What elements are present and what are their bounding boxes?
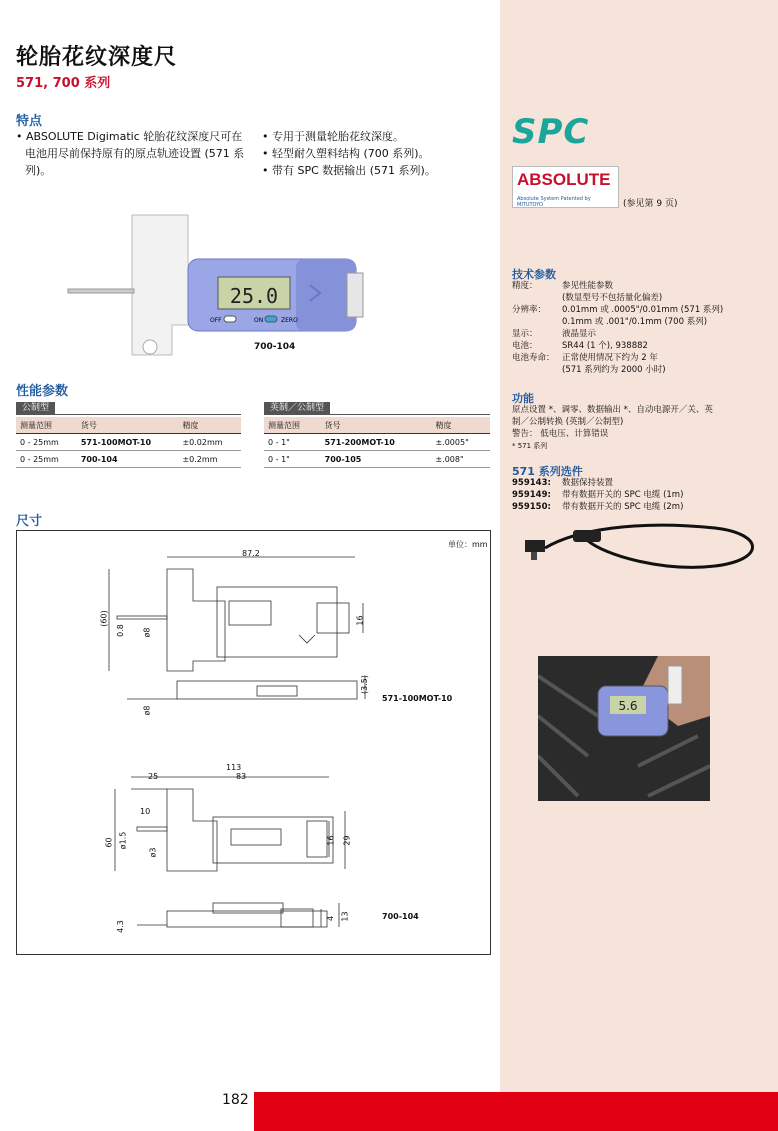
option-desc: 带有数据开关的 SPC 电缆 (2m) [562,502,684,512]
features-heading: 特点 [16,114,43,129]
cell-range: 0 - 25mm [16,434,77,451]
dim-phi-3: ø3 [148,847,158,858]
dim-87-2: 87.2 [242,549,260,558]
option-desc: 带有数据开关的 SPC 电缆 (1m) [562,490,684,500]
feature-item: • 轻型耐久塑料结构 (700 系列)。 [262,147,430,160]
spec-value: (数显型号不包括量化偏差) [562,293,663,303]
function-line: 原点设置 *、调零、数据输出 *、自动电源开／关、英 [512,405,713,415]
absolute-reference: (参见第 9 页) [623,199,678,209]
dim-83: 83 [236,772,247,781]
tech-spec-list [512,280,772,376]
spec-key: 显示： [512,329,538,339]
off-label: OFF [210,317,222,324]
cell-code: 700-105 [321,451,432,468]
function-list [512,404,774,452]
absolute-logo [512,166,619,208]
spc-logo: SPC [512,112,590,152]
dim-phi-8: ø8 [142,627,152,638]
dim-3-5: (3.5) [359,675,369,694]
dim-16: 16 [355,615,365,626]
tire-photo [538,656,710,801]
cell-range: 0 - 1" [264,451,321,468]
header-accuracy: 精度 [431,417,490,434]
dim-phi-8-side: ø8 [142,705,152,716]
spec-value: 0.1mm 或 .001"/0.1mm (700 系列) [562,317,708,327]
options-list [512,477,774,513]
option-code: 959150: [512,502,551,512]
options-heading: 571 系列选件 [512,465,583,478]
metric-table [16,417,241,468]
header-accuracy: 精度 [178,417,241,434]
page-number: 182 [222,1092,249,1108]
option-code: 959143: [512,478,551,488]
dim-60-b: 60 [104,837,114,848]
dimension-drawings [17,531,490,954]
imperial-tag-rule [264,414,490,415]
tech-heading: 技术参数 [512,268,556,281]
dim-16-b: 16 [326,835,336,846]
header-code: 货号 [77,417,179,434]
spec-value: SR44 (1 个), 938882 [562,341,648,351]
footer-bar [254,1092,778,1131]
photo-caption: 700-104 [254,342,296,352]
dimensions-heading: 尺寸 [16,514,43,529]
spec-value: (571 系列约为 2000 小时) [562,365,666,375]
cell-code: 700-104 [77,451,179,468]
function-line: 制／公制转换 (英制／公制型) [512,417,624,427]
unit-label: 单位：mm [448,540,488,549]
function-heading: 功能 [512,392,534,405]
dim-10: 10 [140,807,151,816]
option-code: 959149: [512,490,551,500]
dim-4: 4 [326,915,336,922]
metric-tag: 公制型 [16,402,55,414]
absolute-logo-subtext: Absolute System Patented by MITUTOYO [517,196,591,208]
features-col2 [262,128,492,179]
spec-value: 液晶显示 [562,329,597,339]
photo-lcd: 5.6 [618,699,638,713]
table-row [16,434,241,451]
cell-accuracy: ±0.2mm [178,451,241,468]
dim-4-3: 4.3 [115,920,125,933]
option-desc: 数据保持装置 [562,478,614,488]
model-700: 700-104 [382,912,419,921]
header-range: 测量范围 [16,417,77,434]
performance-heading: 性能参数 [16,384,69,399]
dim-25: 25 [148,772,159,781]
page-title: 轮胎花纹深度尺 [16,45,178,70]
function-line: 警告： 低电压、计算错误 [512,429,609,439]
function-footnote: * 571 系列 [512,442,548,450]
imperial-table [264,417,490,468]
features-col1 [16,128,246,179]
on-label: ON [254,317,264,324]
header-code: 货号 [321,417,432,434]
zero-label: ZERO [281,317,298,324]
cell-accuracy: ±.008" [431,451,490,468]
spc-cable-illustration [515,510,770,590]
off-button [224,316,236,322]
cell-range: 0 - 1" [264,434,321,451]
dim-113: 113 [226,763,242,772]
feature-item: • 带有 SPC 数据输出 (571 系列)。 [262,164,436,177]
cell-code: 571-100MOT-10 [77,434,179,451]
cell-accuracy: ±.0005" [431,434,490,451]
spec-key: 精度： [512,281,538,291]
table-row [264,451,490,468]
dim-60: (60) [99,610,109,627]
spec-key: 电池： [512,341,538,351]
spec-value: 参见性能参数 [562,281,614,291]
spec-value: 0.01mm 或 .0005"/0.01mm (571 系列) [562,305,724,315]
header-range: 测量范围 [264,417,321,434]
spec-value: 正常使用情况下约为 2 年 [562,353,658,363]
cell-range: 0 - 25mm [16,451,77,468]
product-photo [60,205,380,365]
lcd-reading: 25.0 [229,284,279,308]
absolute-logo-text: ABSOLUTE [517,170,611,189]
page-subtitle: 571, 700 系列 [16,76,111,91]
table-row [264,434,490,451]
spec-key: 分辨率： [512,305,547,315]
feature-item: • 专用于测量轮胎花纹深度。 [262,130,404,143]
dim-phi-1-5: ø1.5 [118,831,128,850]
cell-accuracy: ±0.02mm [178,434,241,451]
dim-29: 29 [342,835,352,846]
spec-key [512,316,562,328]
metric-tag-rule [16,414,241,415]
spec-key [512,292,562,304]
dimension-drawing-box [16,530,491,955]
dim-0-8: 0.8 [115,624,125,637]
spec-key: 电池寿命： [512,353,555,363]
spec-key [512,364,562,376]
on-zero-button [265,316,277,322]
feature-item: • ABSOLUTE Digimatic 轮胎花纹深度尺可在电池用尽前保持原有的原点轨迹设置 (571 系列)。 [16,130,245,177]
model-571: 571-100MOT-10 [382,694,453,703]
imperial-tag: 英制／公制型 [264,402,330,414]
cell-code: 571-200MOT-10 [321,434,432,451]
table-row [16,451,241,468]
dim-13: 13 [340,911,350,922]
